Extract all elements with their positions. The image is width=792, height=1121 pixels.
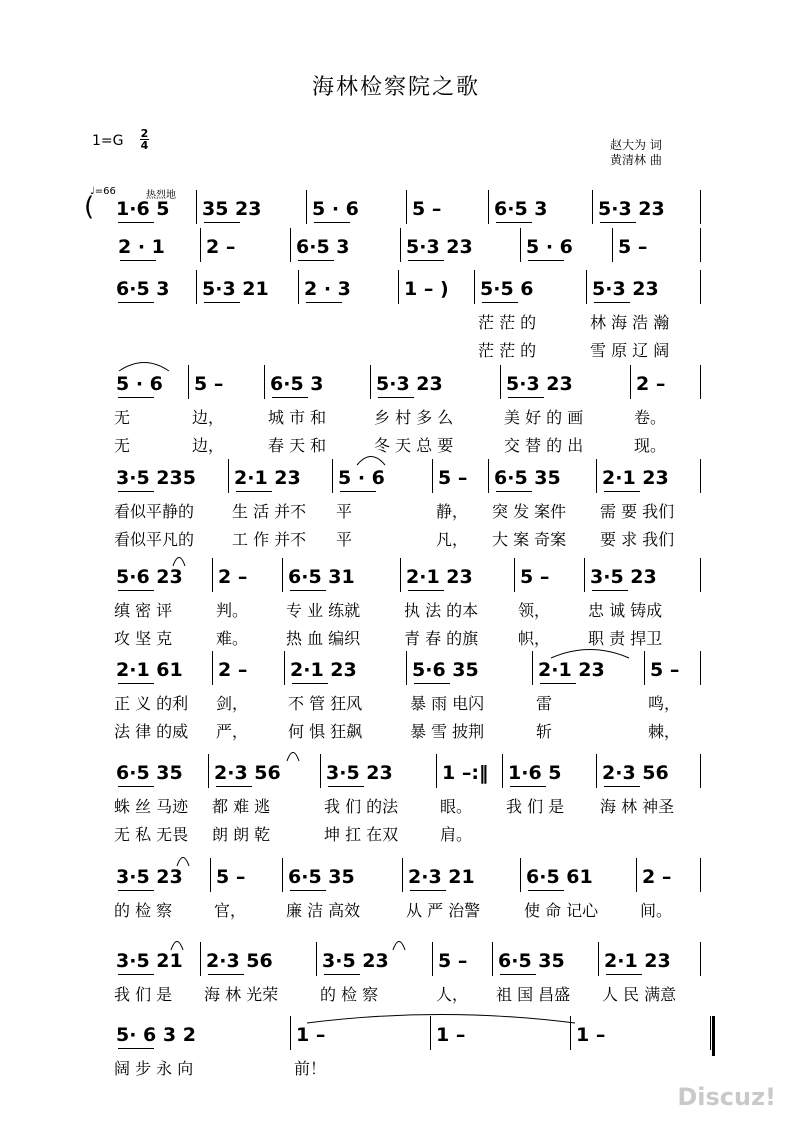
notation-row bbox=[0, 198, 792, 228]
measure: 5·6 23 bbox=[116, 566, 183, 588]
notation-row bbox=[0, 236, 792, 266]
lyric: 冬 天 总 要 bbox=[374, 436, 454, 455]
lyric: 林 海 浩 瀚 bbox=[590, 313, 670, 332]
measure: 5·3 21 bbox=[202, 278, 269, 300]
slur-arc bbox=[170, 937, 184, 951]
measure: 5 – bbox=[520, 566, 550, 588]
measure: 6·5 3 bbox=[296, 236, 350, 258]
notation-row bbox=[0, 866, 792, 896]
measure: 2·1 23 bbox=[602, 467, 669, 489]
measure: 5 · 6 bbox=[116, 373, 163, 395]
lyric: 青 春 的旗 bbox=[404, 629, 479, 648]
measure: 6·5 35 bbox=[288, 866, 355, 888]
measure: 5 · 6 bbox=[526, 236, 573, 258]
lyric: 无 私 无畏 bbox=[114, 825, 189, 844]
measure: 1 – bbox=[436, 1024, 466, 1046]
lyric: 判。 bbox=[216, 601, 249, 620]
notation-row bbox=[0, 950, 792, 980]
repeat-bracket-open: ( bbox=[84, 192, 95, 222]
measure: 3·5 23 bbox=[116, 866, 183, 888]
measure: 2·3 21 bbox=[408, 866, 475, 888]
measure: 2 – bbox=[206, 236, 236, 258]
measure: 5·3 23 bbox=[598, 198, 665, 220]
song-title: 海林检察院之歌 bbox=[311, 75, 480, 100]
lyric: 专 业 练就 bbox=[286, 601, 361, 620]
tempo-mark: ♩=66 bbox=[90, 186, 116, 197]
measure: 2 – bbox=[636, 373, 666, 395]
measure: 2·3 56 bbox=[214, 762, 281, 784]
measure: 6·5 35 bbox=[498, 950, 565, 972]
measure: 5·5 6 bbox=[480, 278, 534, 300]
measure: 5 – bbox=[216, 866, 246, 888]
lyric: 生 活 并不 bbox=[232, 502, 307, 521]
lyric: 官， bbox=[214, 901, 247, 920]
lyrics-line bbox=[0, 1056, 792, 1078]
measure: 2·1 61 bbox=[116, 659, 183, 681]
measure: 2 – bbox=[642, 866, 672, 888]
measure: 5 – bbox=[618, 236, 648, 258]
lyric: 都 难 逃 bbox=[212, 797, 271, 816]
measure: 1 – bbox=[296, 1024, 326, 1046]
measure: 2·1 23 bbox=[234, 467, 301, 489]
lyric: 执 法 的本 bbox=[404, 601, 479, 620]
lyric: 剑， bbox=[216, 694, 249, 713]
slur-arc bbox=[176, 853, 190, 867]
lyric: 帜， bbox=[518, 629, 551, 648]
lyric: 城 市 和 bbox=[268, 408, 327, 427]
lyric: 肩。 bbox=[440, 825, 473, 844]
measure: 5 · 6 bbox=[312, 198, 359, 220]
slur-arc bbox=[356, 452, 386, 466]
lyric: 攻 坚 克 bbox=[114, 629, 173, 648]
lyric: 需 要 我们 bbox=[600, 502, 675, 521]
slur-arc bbox=[172, 553, 186, 567]
measure: 2·3 56 bbox=[206, 950, 273, 972]
lyric: 祖 国 昌盛 bbox=[496, 985, 571, 1004]
lyric: 海 林 神圣 bbox=[600, 797, 675, 816]
lyric: 无 bbox=[114, 436, 131, 455]
measure: 5 – bbox=[412, 198, 442, 220]
lyric: 忠 诚 铸成 bbox=[588, 601, 663, 620]
lyric: 看似平凡的 bbox=[114, 530, 195, 549]
lyric: 阔 步 永 向 bbox=[114, 1059, 194, 1078]
lyrics-line bbox=[0, 822, 792, 844]
lyrics-line bbox=[0, 898, 792, 920]
lyric: 法 律 的威 bbox=[114, 722, 189, 741]
lyric: 突 发 案件 bbox=[492, 502, 567, 521]
lyric: 春 天 和 bbox=[268, 436, 327, 455]
measure: 5 · 6 bbox=[338, 467, 385, 489]
lyric: 雪 原 辽 阔 bbox=[590, 341, 670, 360]
notation-row bbox=[0, 762, 792, 792]
measure: 2 · 1 bbox=[118, 236, 165, 258]
measure: 2·3 56 bbox=[602, 762, 669, 784]
lyric: 何 惧 狂飙 bbox=[288, 722, 363, 741]
measure: 3·5 21 bbox=[116, 950, 183, 972]
measure: 2·1 23 bbox=[604, 950, 671, 972]
measure: 6·5 35 bbox=[494, 467, 561, 489]
measure: 5·3 23 bbox=[592, 278, 659, 300]
measure: 5·3 23 bbox=[506, 373, 573, 395]
measure: 1 –:‖ bbox=[442, 762, 489, 784]
composer: 黄清林 曲 bbox=[610, 153, 662, 167]
measure: 3·5 23 bbox=[590, 566, 657, 588]
watermark: Discuz! bbox=[677, 1083, 776, 1111]
notation-row bbox=[0, 373, 792, 403]
notation-row bbox=[0, 566, 792, 596]
measure: 1·6 5 bbox=[508, 762, 562, 784]
notation-row bbox=[0, 278, 792, 308]
lyrics-line bbox=[0, 433, 792, 455]
notation-row bbox=[0, 659, 792, 689]
lyric: 棘， bbox=[648, 722, 681, 741]
measure: 6·5 61 bbox=[526, 866, 593, 888]
measure: 6·5 3 bbox=[270, 373, 324, 395]
lyric: 乡 村 多 么 bbox=[374, 408, 454, 427]
lyrics-line bbox=[0, 719, 792, 741]
time-signature bbox=[140, 128, 149, 151]
lyrics-line bbox=[0, 794, 792, 816]
lyric: 缜 密 评 bbox=[114, 601, 173, 620]
lyric: 现。 bbox=[634, 436, 667, 455]
slur-arc bbox=[550, 645, 630, 659]
lyrics-line bbox=[0, 691, 792, 713]
tie-arc bbox=[306, 1010, 576, 1024]
measure: 3·5 235 bbox=[116, 467, 196, 489]
lyrics-line bbox=[0, 527, 792, 549]
lyric: 边， bbox=[192, 436, 225, 455]
lyric: 正 义 的利 bbox=[114, 694, 189, 713]
slur-arc bbox=[118, 358, 170, 372]
lyric: 交 替 的 出 bbox=[504, 436, 584, 455]
expression-mark: 热烈地 bbox=[146, 190, 176, 201]
lyric: 平 bbox=[336, 502, 353, 521]
lyrics-line bbox=[0, 338, 792, 360]
key-signature: 1=G bbox=[92, 133, 124, 149]
measure: 3·5 23 bbox=[326, 762, 393, 784]
lyrics-line bbox=[0, 405, 792, 427]
measure: 2 – bbox=[218, 659, 248, 681]
lyric: 暴 雨 电闪 bbox=[410, 694, 485, 713]
measure: 2·1 23 bbox=[538, 659, 605, 681]
lyric: 看似平静的 bbox=[114, 502, 195, 521]
lyric: 静， bbox=[436, 502, 469, 521]
measure: 5·6 35 bbox=[412, 659, 479, 681]
lyric: 斩 bbox=[536, 722, 553, 741]
credits bbox=[610, 138, 662, 168]
measure: 1 – ) bbox=[404, 278, 449, 300]
lyric: 间。 bbox=[640, 901, 673, 920]
measure: 2 – bbox=[218, 566, 248, 588]
measure: 3·5 23 bbox=[322, 950, 389, 972]
lyric: 前！ bbox=[294, 1059, 327, 1078]
lyric: 鸣， bbox=[648, 694, 681, 713]
slur-arc bbox=[392, 937, 406, 951]
lyric: 海 林 光荣 bbox=[204, 985, 279, 1004]
lyric: 坤 扛 在双 bbox=[324, 825, 399, 844]
measure: 1·6 5 bbox=[116, 198, 170, 220]
measure: 1 – bbox=[576, 1024, 606, 1046]
measure: 5 – bbox=[438, 950, 468, 972]
lyrics-line bbox=[0, 626, 792, 648]
notation-row bbox=[0, 467, 792, 497]
lyrics-line bbox=[0, 982, 792, 1004]
lyric: 边， bbox=[192, 408, 225, 427]
lyric: 热 血 编织 bbox=[286, 629, 361, 648]
lyric: 人， bbox=[436, 985, 469, 1004]
lyric: 无 bbox=[114, 408, 131, 427]
time-sig-bottom: 4 bbox=[140, 139, 149, 152]
measure: 5 – bbox=[194, 373, 224, 395]
lyric: 的 检 察 bbox=[320, 985, 379, 1004]
lyrics-line bbox=[0, 598, 792, 620]
measure: 5·3 23 bbox=[376, 373, 443, 395]
measure: 6·5 31 bbox=[288, 566, 355, 588]
measure: 5· 6 3 2 bbox=[116, 1024, 196, 1046]
measure: 6·5 3 bbox=[116, 278, 170, 300]
slur-arc bbox=[286, 748, 300, 762]
lyric: 从 严 治警 bbox=[406, 901, 481, 920]
lyric: 我 们 是 bbox=[506, 797, 565, 816]
measure: 6·5 3 bbox=[494, 198, 548, 220]
measure: 5·3 23 bbox=[406, 236, 473, 258]
time-sig-top: 2 bbox=[140, 127, 149, 140]
lyric: 廉 洁 高效 bbox=[286, 901, 361, 920]
measure: 5 – bbox=[438, 467, 468, 489]
lyric: 眼。 bbox=[440, 797, 473, 816]
lyricist: 赵大为 词 bbox=[610, 138, 662, 152]
lyric: 凡， bbox=[436, 530, 469, 549]
lyric: 领， bbox=[518, 601, 551, 620]
lyric: 蛛 丝 马迹 bbox=[114, 797, 189, 816]
lyric: 难。 bbox=[216, 629, 249, 648]
lyric: 不 管 狂风 bbox=[288, 694, 363, 713]
measure: 2·1 23 bbox=[290, 659, 357, 681]
lyric: 人 民 满意 bbox=[602, 985, 677, 1004]
lyric: 大 案 奇案 bbox=[492, 530, 567, 549]
measure: 5 – bbox=[650, 659, 680, 681]
lyric: 平 bbox=[336, 530, 353, 549]
lyric: 茫 茫 的 bbox=[478, 341, 537, 360]
lyric: 我 们 的法 bbox=[324, 797, 399, 816]
lyrics-line bbox=[0, 499, 792, 521]
notation-row bbox=[0, 1024, 792, 1054]
lyric: 卷。 bbox=[634, 408, 667, 427]
lyric: 我 们 是 bbox=[114, 985, 173, 1004]
lyric: 要 求 我们 bbox=[600, 530, 675, 549]
lyric: 职 责 捍卫 bbox=[588, 629, 663, 648]
measure: 2·1 23 bbox=[406, 566, 473, 588]
measure: 2 · 3 bbox=[304, 278, 351, 300]
lyric: 使 命 记心 bbox=[524, 901, 599, 920]
lyric: 雷 bbox=[536, 694, 553, 713]
lyric: 的 检 察 bbox=[114, 901, 173, 920]
lyric: 工 作 并不 bbox=[232, 530, 307, 549]
measure: 35 23 bbox=[202, 198, 262, 220]
lyric: 严， bbox=[216, 722, 249, 741]
final-bar-line bbox=[712, 1016, 715, 1056]
lyrics-line bbox=[0, 310, 792, 332]
lyric: 暴 雪 披荆 bbox=[410, 722, 485, 741]
lyric: 美 好 的 画 bbox=[504, 408, 584, 427]
lyric: 朗 朗 乾 bbox=[212, 825, 271, 844]
lyric: 茫 茫 的 bbox=[478, 313, 537, 332]
measure: 6·5 35 bbox=[116, 762, 183, 784]
